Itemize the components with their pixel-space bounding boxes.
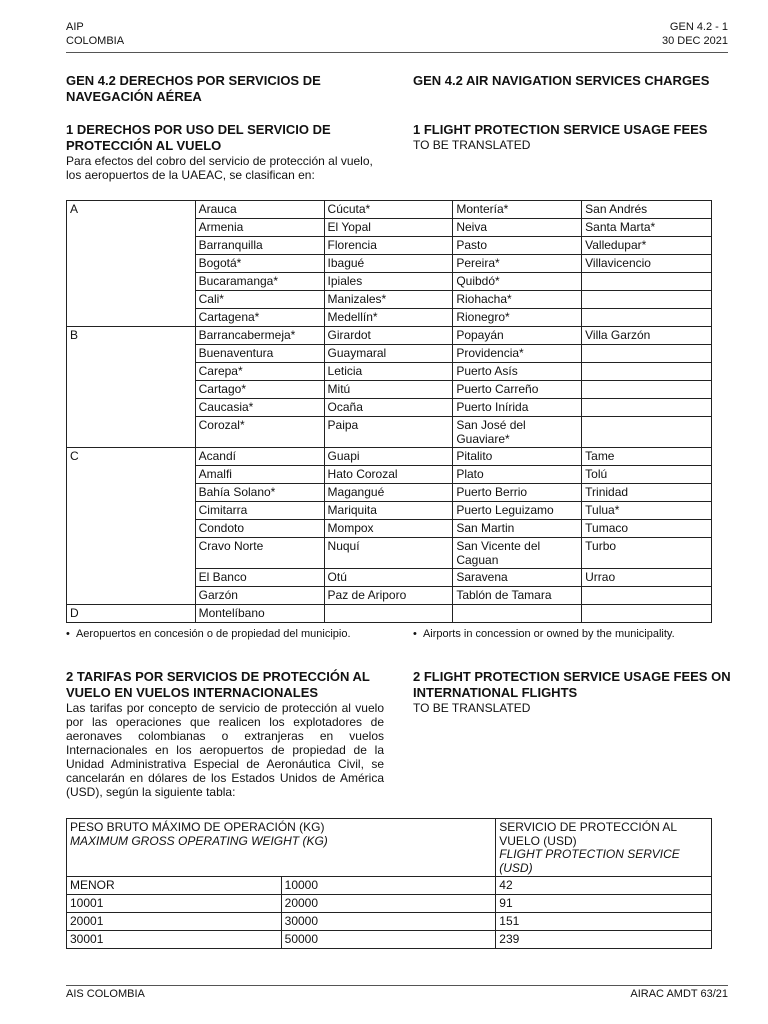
airport-cell: Urrao (582, 569, 712, 587)
airport-cell: Rionegro* (453, 309, 582, 327)
section2-es (66, 669, 384, 799)
title-es-block (66, 73, 384, 105)
airport-cell: Cali* (195, 291, 324, 309)
airport-cell: Puerto Asís (453, 363, 582, 381)
airport-cell (582, 309, 712, 327)
airport-cell: Villavicencio (582, 255, 712, 273)
fees-row (67, 913, 712, 931)
airport-cell: Santa Marta* (582, 219, 712, 237)
airport-cell: Girardot (324, 327, 453, 345)
bullet-text-en: Airports in concession or owned by the municipality. (422, 628, 675, 640)
airport-cell: Montelíbano (195, 605, 324, 623)
fees-cell-from: 30001 (67, 931, 282, 949)
header-page-number: GEN 4.2 - 1 (669, 21, 728, 33)
airport-cell: Buenaventura (195, 345, 324, 363)
airport-cell: El Yopal (324, 219, 453, 237)
airport-cell: Puerto Carreño (453, 381, 582, 399)
airport-cell: Plato (453, 466, 582, 484)
airport-cell: Cimitarra (195, 502, 324, 520)
fees-cell-from: 20001 (67, 913, 282, 931)
airport-cell: Tablón de Tamara (453, 587, 582, 605)
airport-row (67, 605, 712, 623)
airport-cell: Turbo (582, 538, 712, 569)
airport-cell: Medellín* (324, 309, 453, 327)
fees-cell-usd: 42 (496, 877, 712, 895)
section1-text-es: Para efectos del cobro del servicio de protección al vuelo, los aeropuertos de la UAEAC, se clasifican en: (66, 154, 373, 182)
airport-cell: Montería* (453, 201, 582, 219)
airport-cell: Villa Garzón (582, 327, 712, 345)
section1-en (413, 122, 731, 152)
airport-table-body (67, 201, 712, 623)
airport-cell (582, 273, 712, 291)
bullet-en (413, 627, 675, 641)
bullet-dot-en: • (413, 628, 423, 640)
airport-cell: Bahía Solano* (195, 484, 324, 502)
fees-header-service-es: SERVICIO DE PROTECCIÓN AL VUELO (USD) (499, 820, 677, 848)
airport-cell: San José del Guaviare* (453, 417, 582, 448)
fees-cell-usd: 239 (496, 931, 712, 949)
fees-header-weight-es: PESO BRUTO MÁXIMO DE OPERACIÓN (KG) (70, 820, 325, 834)
bullet-es (66, 627, 351, 641)
airport-cell: Condoto (195, 520, 324, 538)
airport-cell: Tumaco (582, 520, 712, 538)
airport-cell: Tolú (582, 466, 712, 484)
airport-cell: Pasto (453, 237, 582, 255)
airport-cell: Amalfi (195, 466, 324, 484)
fees-cell-to: 30000 (281, 913, 496, 931)
airport-cell: Barranquilla (195, 237, 324, 255)
airport-category: D (67, 605, 196, 623)
airport-cell (582, 417, 712, 448)
airport-cell: Neiva (453, 219, 582, 237)
airport-cell: Quibdó* (453, 273, 582, 291)
airport-cell: Mompox (324, 520, 453, 538)
airport-cell: Valledupar* (582, 237, 712, 255)
fees-cell-to: 20000 (281, 895, 496, 913)
airport-cell: Bogotá* (195, 255, 324, 273)
airport-cell: Bucaramanga* (195, 273, 324, 291)
airport-cell: Barrancabermeja* (195, 327, 324, 345)
section2-heading-en: 2 FLIGHT PROTECTION SERVICE USAGE FEES ON INTERNATIONAL FLIGHTS (413, 669, 731, 700)
airport-cell: Ibagué (324, 255, 453, 273)
section2-text-en: TO BE TRANSLATED (413, 701, 531, 715)
section2-text-es: Las tarifas por concepto de servicio de protección al vuelo por las operaciones que realicen los explotadores de aeronaves colombianas o extranjeras en vuelos Internacionales en los aeropuertos de propiedad de la Unidad Administrativa Especial de Aeronáutica Civil, se cancelarán en dólares de los Estados Unidos de América (USD), según la siguiente tabla: (66, 701, 384, 799)
airport-cell: Trinidad (582, 484, 712, 502)
fees-cell-usd: 91 (496, 895, 712, 913)
airport-cell: Cravo Norte (195, 538, 324, 569)
airport-cell: Tulua* (582, 502, 712, 520)
fees-header-row (67, 819, 712, 877)
airport-category: C (67, 448, 196, 605)
airport-cell (582, 363, 712, 381)
fees-cell-from: MENOR (67, 877, 282, 895)
fees-header-weight (67, 819, 496, 877)
airport-cell: Armenia (195, 219, 324, 237)
airport-cell: Puerto Leguizamo (453, 502, 582, 520)
airport-row (67, 201, 712, 219)
airport-cell: Arauca (195, 201, 324, 219)
fees-row (67, 931, 712, 949)
airport-cell: Florencia (324, 237, 453, 255)
airport-cell: Paipa (324, 417, 453, 448)
fees-table (66, 818, 712, 949)
fees-header-service-en: FLIGHT PROTECTION SERVICE (USD) (499, 847, 680, 875)
airport-cell: Leticia (324, 363, 453, 381)
airport-cell: Caucasia* (195, 399, 324, 417)
airport-category: B (67, 327, 196, 448)
airport-cell: Mitú (324, 381, 453, 399)
airport-cell: Garzón (195, 587, 324, 605)
airport-cell: Hato Corozal (324, 466, 453, 484)
airport-cell: Corozal* (195, 417, 324, 448)
airport-cell: Paz de Ariporo (324, 587, 453, 605)
section1-text-en: TO BE TRANSLATED (413, 138, 531, 152)
airport-cell: Popayán (453, 327, 582, 345)
airport-cell: Puerto Berrio (453, 484, 582, 502)
airport-cell: Pitalito (453, 448, 582, 466)
fees-cell-to: 50000 (281, 931, 496, 949)
airport-cell (582, 399, 712, 417)
section2-en (413, 669, 731, 715)
airport-cell: Carepa* (195, 363, 324, 381)
header-left (66, 20, 124, 48)
fees-row (67, 895, 712, 913)
airport-cell: Nuquí (324, 538, 453, 569)
airport-cell: Otú (324, 569, 453, 587)
header-date: 30 DEC 2021 (661, 35, 728, 47)
airport-cell: Cúcuta* (324, 201, 453, 219)
airport-cell (324, 605, 453, 623)
airport-cell: Tame (582, 448, 712, 466)
section2-heading-es: 2 TARIFAS POR SERVICIOS DE PROTECCIÓN AL VUELO EN VUELOS INTERNACIONALES (66, 669, 370, 700)
airport-category: A (67, 201, 196, 327)
title-en-block (413, 73, 731, 89)
airport-cell: Cartago* (195, 381, 324, 399)
airport-cell (582, 605, 712, 623)
header-right (662, 20, 728, 48)
airport-classification-table (66, 200, 712, 623)
airport-cell (582, 587, 712, 605)
airport-cell: Saravena (453, 569, 582, 587)
fees-header-service (496, 819, 712, 877)
airport-cell: San Andrés (582, 201, 712, 219)
fees-cell-from: 10001 (67, 895, 282, 913)
header-divider (66, 52, 728, 53)
airport-cell (582, 381, 712, 399)
section1-es (66, 122, 384, 182)
airport-cell: Ipiales (324, 273, 453, 291)
airport-row (67, 327, 712, 345)
footer-left: AIS COLOMBIA (66, 988, 145, 1000)
airport-cell (582, 291, 712, 309)
airport-cell: Magangué (324, 484, 453, 502)
airport-row (67, 448, 712, 466)
airport-cell: Acandí (195, 448, 324, 466)
bullet-text-es: Aeropuertos en concesión o de propiedad del municipio. (75, 628, 351, 640)
fees-header-weight-en: MAXIMUM GROSS OPERATING WEIGHT (KG) (70, 833, 328, 848)
header-country: COLOMBIA (66, 35, 125, 47)
airport-cell: Mariquita (324, 502, 453, 520)
airport-cell: Puerto Inírida (453, 399, 582, 417)
airport-cell: Pereira* (453, 255, 582, 273)
fees-row (67, 877, 712, 895)
airport-cell: Guaymaral (324, 345, 453, 363)
header-aip: AIP (66, 21, 84, 33)
airport-cell: El Banco (195, 569, 324, 587)
title-en: GEN 4.2 AIR NAVIGATION SERVICES CHARGES (413, 73, 710, 88)
footer-divider (66, 985, 728, 986)
airport-cell (582, 345, 712, 363)
airport-cell: Riohacha* (453, 291, 582, 309)
airport-cell: Manizales* (324, 291, 453, 309)
fees-cell-to: 10000 (281, 877, 496, 895)
airport-cell (453, 605, 582, 623)
title-es: GEN 4.2 DERECHOS POR SERVICIOS DE NAVEGACIÓN AÉREA (66, 73, 321, 104)
airport-cell: San Vicente del Caguan (453, 538, 582, 569)
section1-heading-es: 1 DERECHOS POR USO DEL SERVICIO DE PROTECCIÓN AL VUELO (66, 122, 331, 153)
section1-heading-en: 1 FLIGHT PROTECTION SERVICE USAGE FEES (413, 122, 708, 137)
footer-right: AIRAC AMDT 63/21 (630, 988, 728, 1000)
airport-cell: San Martin (453, 520, 582, 538)
fees-cell-usd: 151 (496, 913, 712, 931)
airport-cell: Providencia* (453, 345, 582, 363)
airport-cell: Cartagena* (195, 309, 324, 327)
bullet-dot-es: • (66, 628, 76, 640)
airport-cell: Guapi (324, 448, 453, 466)
airport-cell: Ocaña (324, 399, 453, 417)
